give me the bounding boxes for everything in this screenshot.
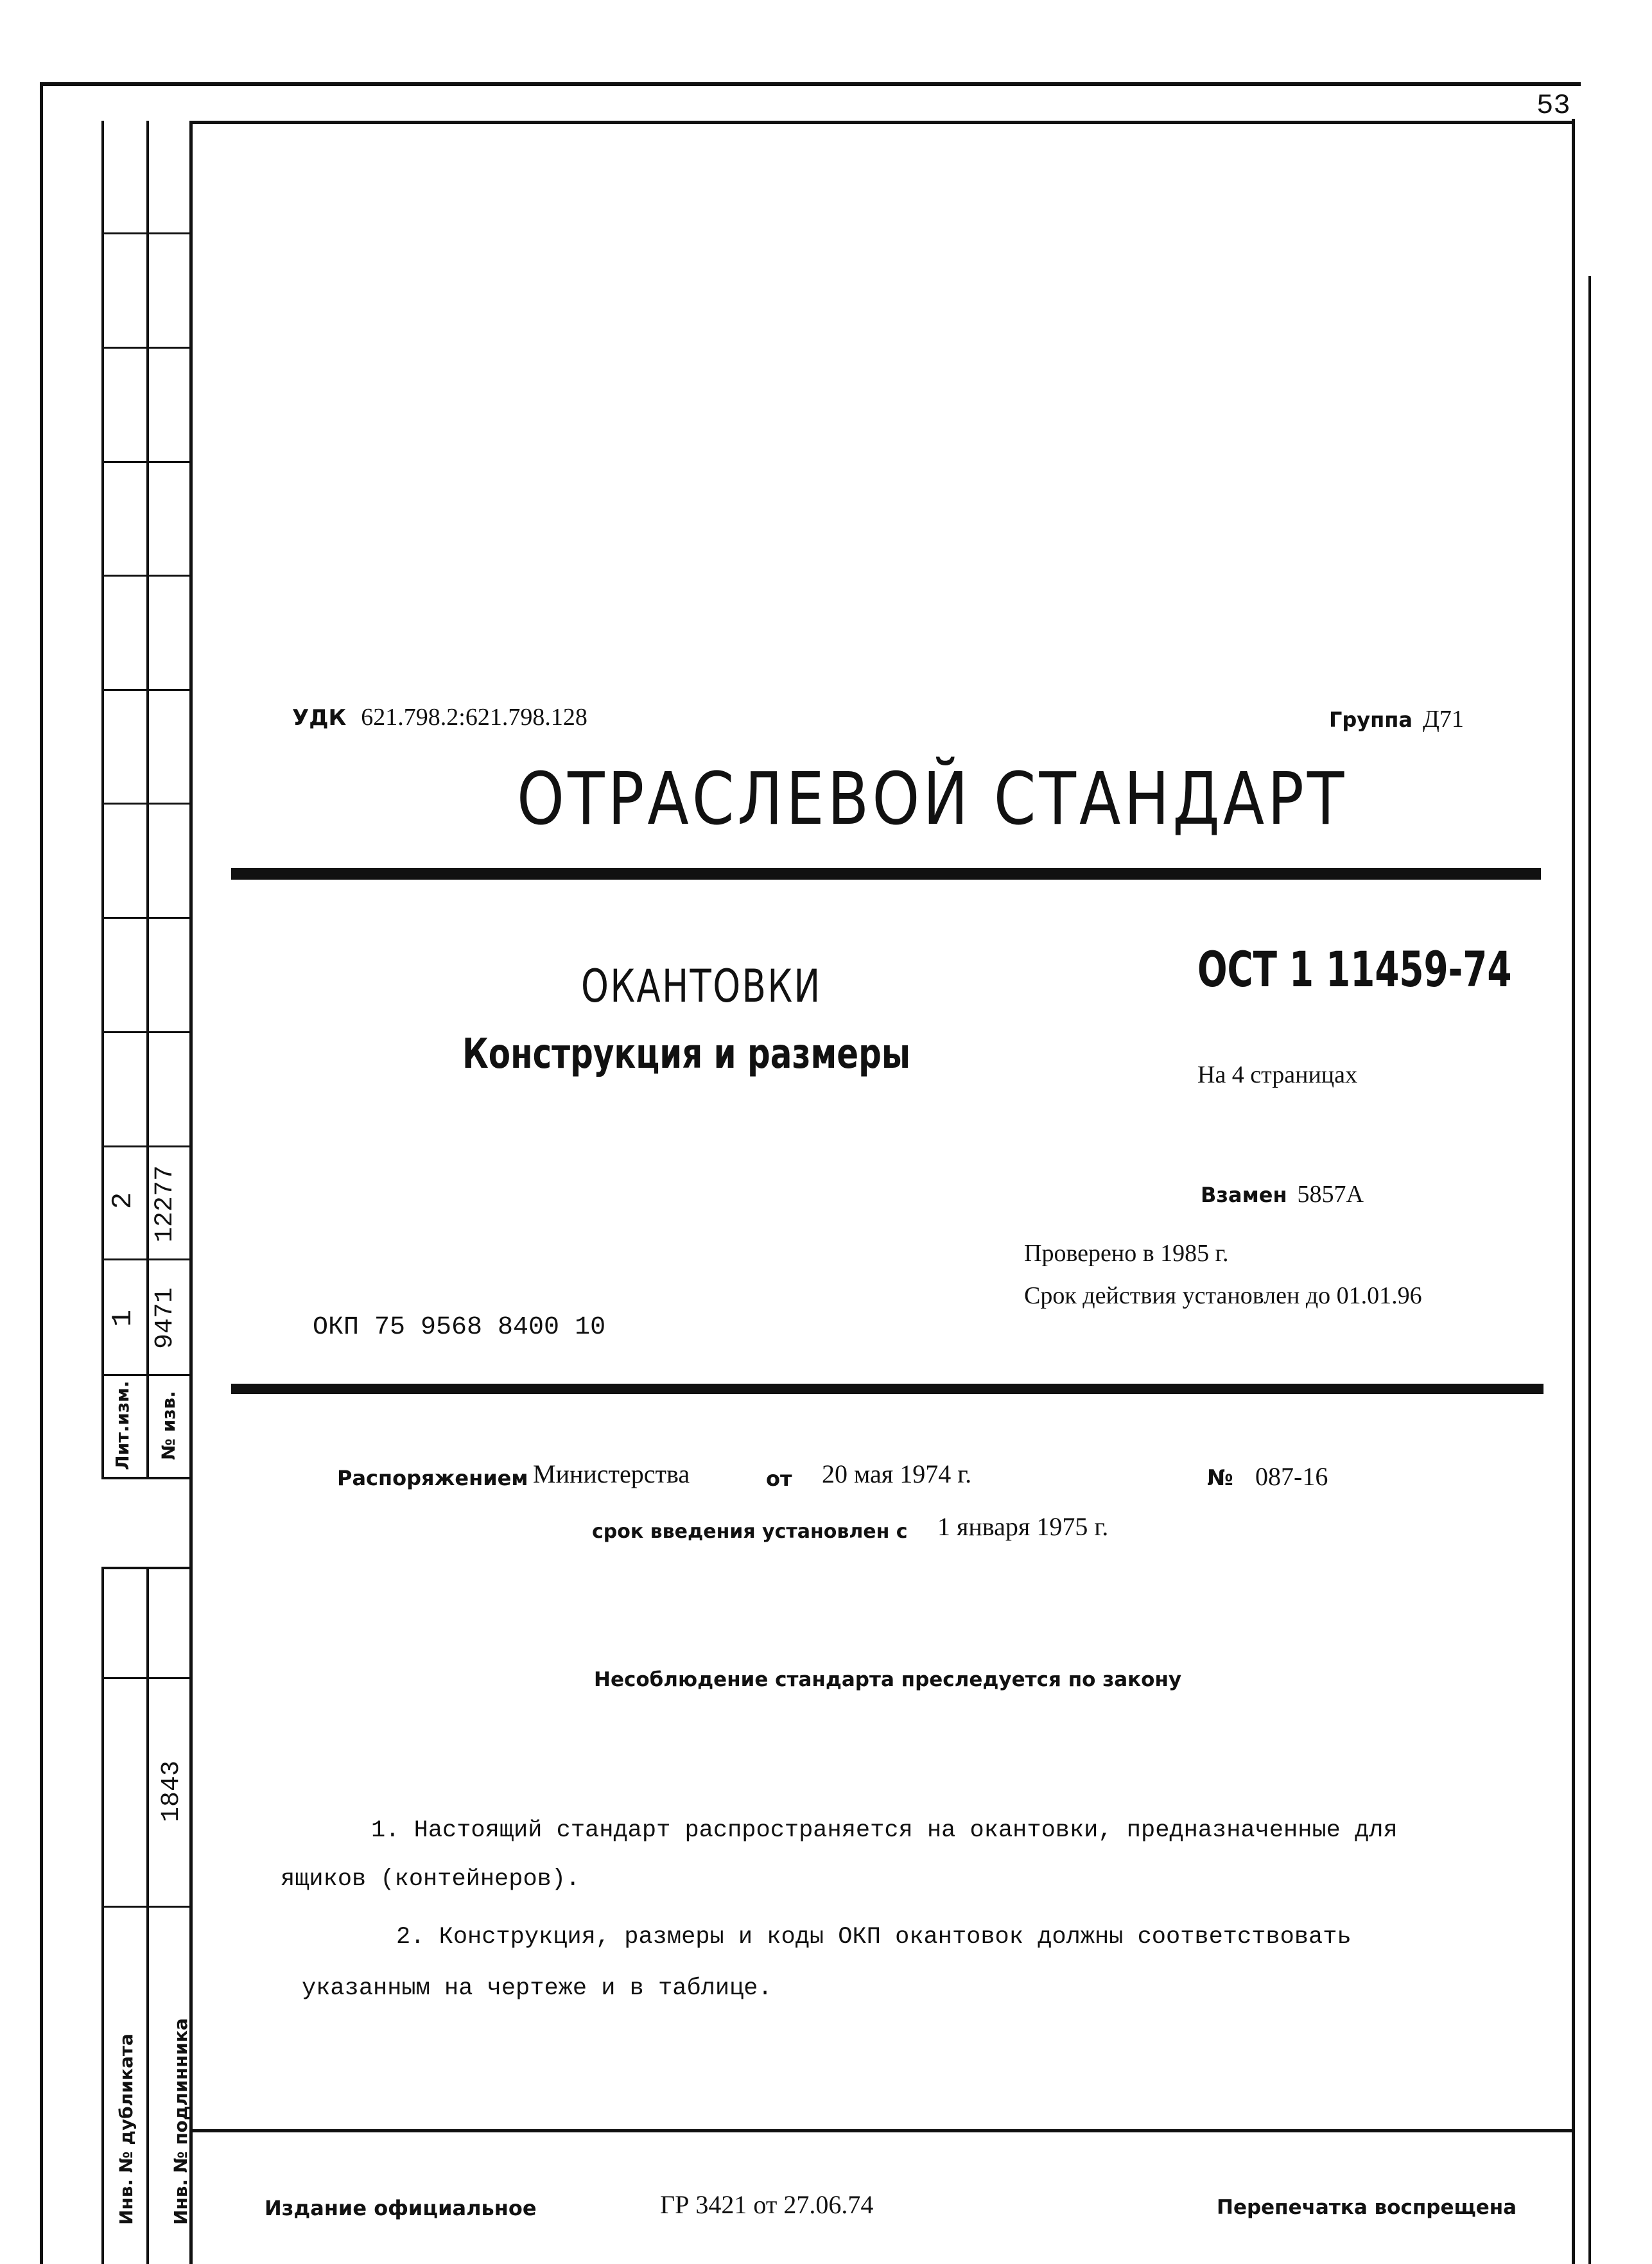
page-number: 53 xyxy=(1536,90,1570,122)
group-line xyxy=(1329,705,1464,733)
stamp-lit-1: 1 xyxy=(107,1309,139,1327)
stamp-original-header: Инв. № подлинника xyxy=(170,2018,191,2225)
order-num-label: № xyxy=(1207,1465,1233,1491)
stamp-hline-6 xyxy=(101,803,191,805)
validity-text: Срок действия установлен до 01.01.96 xyxy=(1024,1282,1422,1309)
paragraph-1-line-1: 1. Настоящий стандарт распространяется на окантовки, предназначенные для xyxy=(371,1817,1398,1844)
stamp2-hline-1 xyxy=(101,1677,191,1679)
udk-value: 621.798.2:621.798.128 xyxy=(361,704,587,731)
standard-pages: На 4 страницах xyxy=(1197,1061,1357,1088)
group-label: Группа xyxy=(1329,708,1413,732)
order-date: 20 мая 1974 г. xyxy=(822,1459,972,1488)
intro-label: срок введения установлен с xyxy=(592,1520,908,1543)
footer-registration: ГР 3421 от 27.06.74 xyxy=(660,2190,874,2219)
content-top-line xyxy=(189,121,1574,124)
stamp-bottom-line xyxy=(101,1477,191,1479)
frame-top-line xyxy=(40,82,1581,86)
stamp-izv-12277: 12277 xyxy=(151,1165,180,1243)
stamp-hline-11 xyxy=(101,1374,191,1376)
order-ministry: Министерства xyxy=(533,1459,690,1488)
stamp2-hline-2 xyxy=(101,1906,191,1908)
stamp-hline-3 xyxy=(101,461,191,463)
stamp-col-left-line xyxy=(101,121,104,1479)
order-num-value: 087-16 xyxy=(1255,1462,1328,1491)
paragraph-2-line-1: 2. Конструкция, размеры и коды ОКП окантовок должны соответствовать xyxy=(396,1924,1352,1951)
stamp2-col-mid-line xyxy=(146,1567,149,2264)
frame-right-outer-line xyxy=(1588,276,1591,2264)
stamp-header-lit: Лит.изм. xyxy=(112,1380,133,1470)
udk-label: УДК xyxy=(292,705,347,731)
stamp-header-izv: № изв. xyxy=(158,1391,179,1460)
content-left-line xyxy=(189,121,193,2264)
stamp-hline-10 xyxy=(101,1258,191,1260)
group-value: Д71 xyxy=(1422,706,1464,733)
standard-name: ОКАНТОВКИ xyxy=(581,960,822,1013)
stamp-col-mid-line xyxy=(146,121,149,1479)
replaces-value: 5857А xyxy=(1297,1181,1364,1208)
title-rule xyxy=(231,868,1541,880)
stamp-original-value: 1843 xyxy=(157,1761,186,1823)
intro-value: 1 января 1975 г. xyxy=(937,1512,1109,1541)
footer-edition: Издание официальное xyxy=(265,2196,537,2220)
okp-rule xyxy=(231,1384,1543,1394)
stamp-hline-8 xyxy=(101,1031,191,1033)
stamp-hline-4 xyxy=(101,575,191,577)
udk-line xyxy=(292,703,587,731)
stamp2-col-left-line xyxy=(101,1567,104,2264)
replaces-label: Взамен xyxy=(1201,1183,1287,1207)
stamp-hline-1 xyxy=(101,232,191,234)
legal-warning: Несоблюдение стандарта преследуется по закону xyxy=(594,1668,1182,1691)
checked-text: Проверено в 1985 г. xyxy=(1024,1240,1229,1267)
order-label: Распоряжением xyxy=(337,1466,528,1490)
stamp-duplicate-header: Инв. № дубликата xyxy=(116,2033,137,2225)
standard-subtitle: Конструкция и размеры xyxy=(462,1031,911,1078)
frame-right-line xyxy=(1572,119,1575,2264)
frame-left-line xyxy=(40,82,43,2264)
paragraph-1-line-2: ящиков (контейнеров). xyxy=(281,1866,580,1893)
stamp-lit-2: 2 xyxy=(107,1192,139,1210)
order-from-label: от xyxy=(766,1467,792,1491)
page-title: ОТРАСЛЕВОЙ СТАНДАРТ xyxy=(517,758,1348,841)
stamp-hline-5 xyxy=(101,689,191,691)
replaces-line xyxy=(1201,1180,1364,1208)
paragraph-2-line-2: указанным на чертеже и в таблице. xyxy=(302,1975,772,2002)
stamp-hline-9 xyxy=(101,1145,191,1147)
okp-code: ОКП 75 9568 8400 10 xyxy=(313,1313,606,1342)
stamp-hline-2 xyxy=(101,347,191,349)
stamp-hline-7 xyxy=(101,917,191,919)
footer-reprint-notice: Перепечатка воспрещена xyxy=(1217,2196,1517,2219)
footer-line xyxy=(189,2129,1574,2132)
stamp-izv-9471: 9471 xyxy=(151,1287,180,1350)
standard-code: ОСТ 1 11459-74 xyxy=(1197,941,1512,998)
